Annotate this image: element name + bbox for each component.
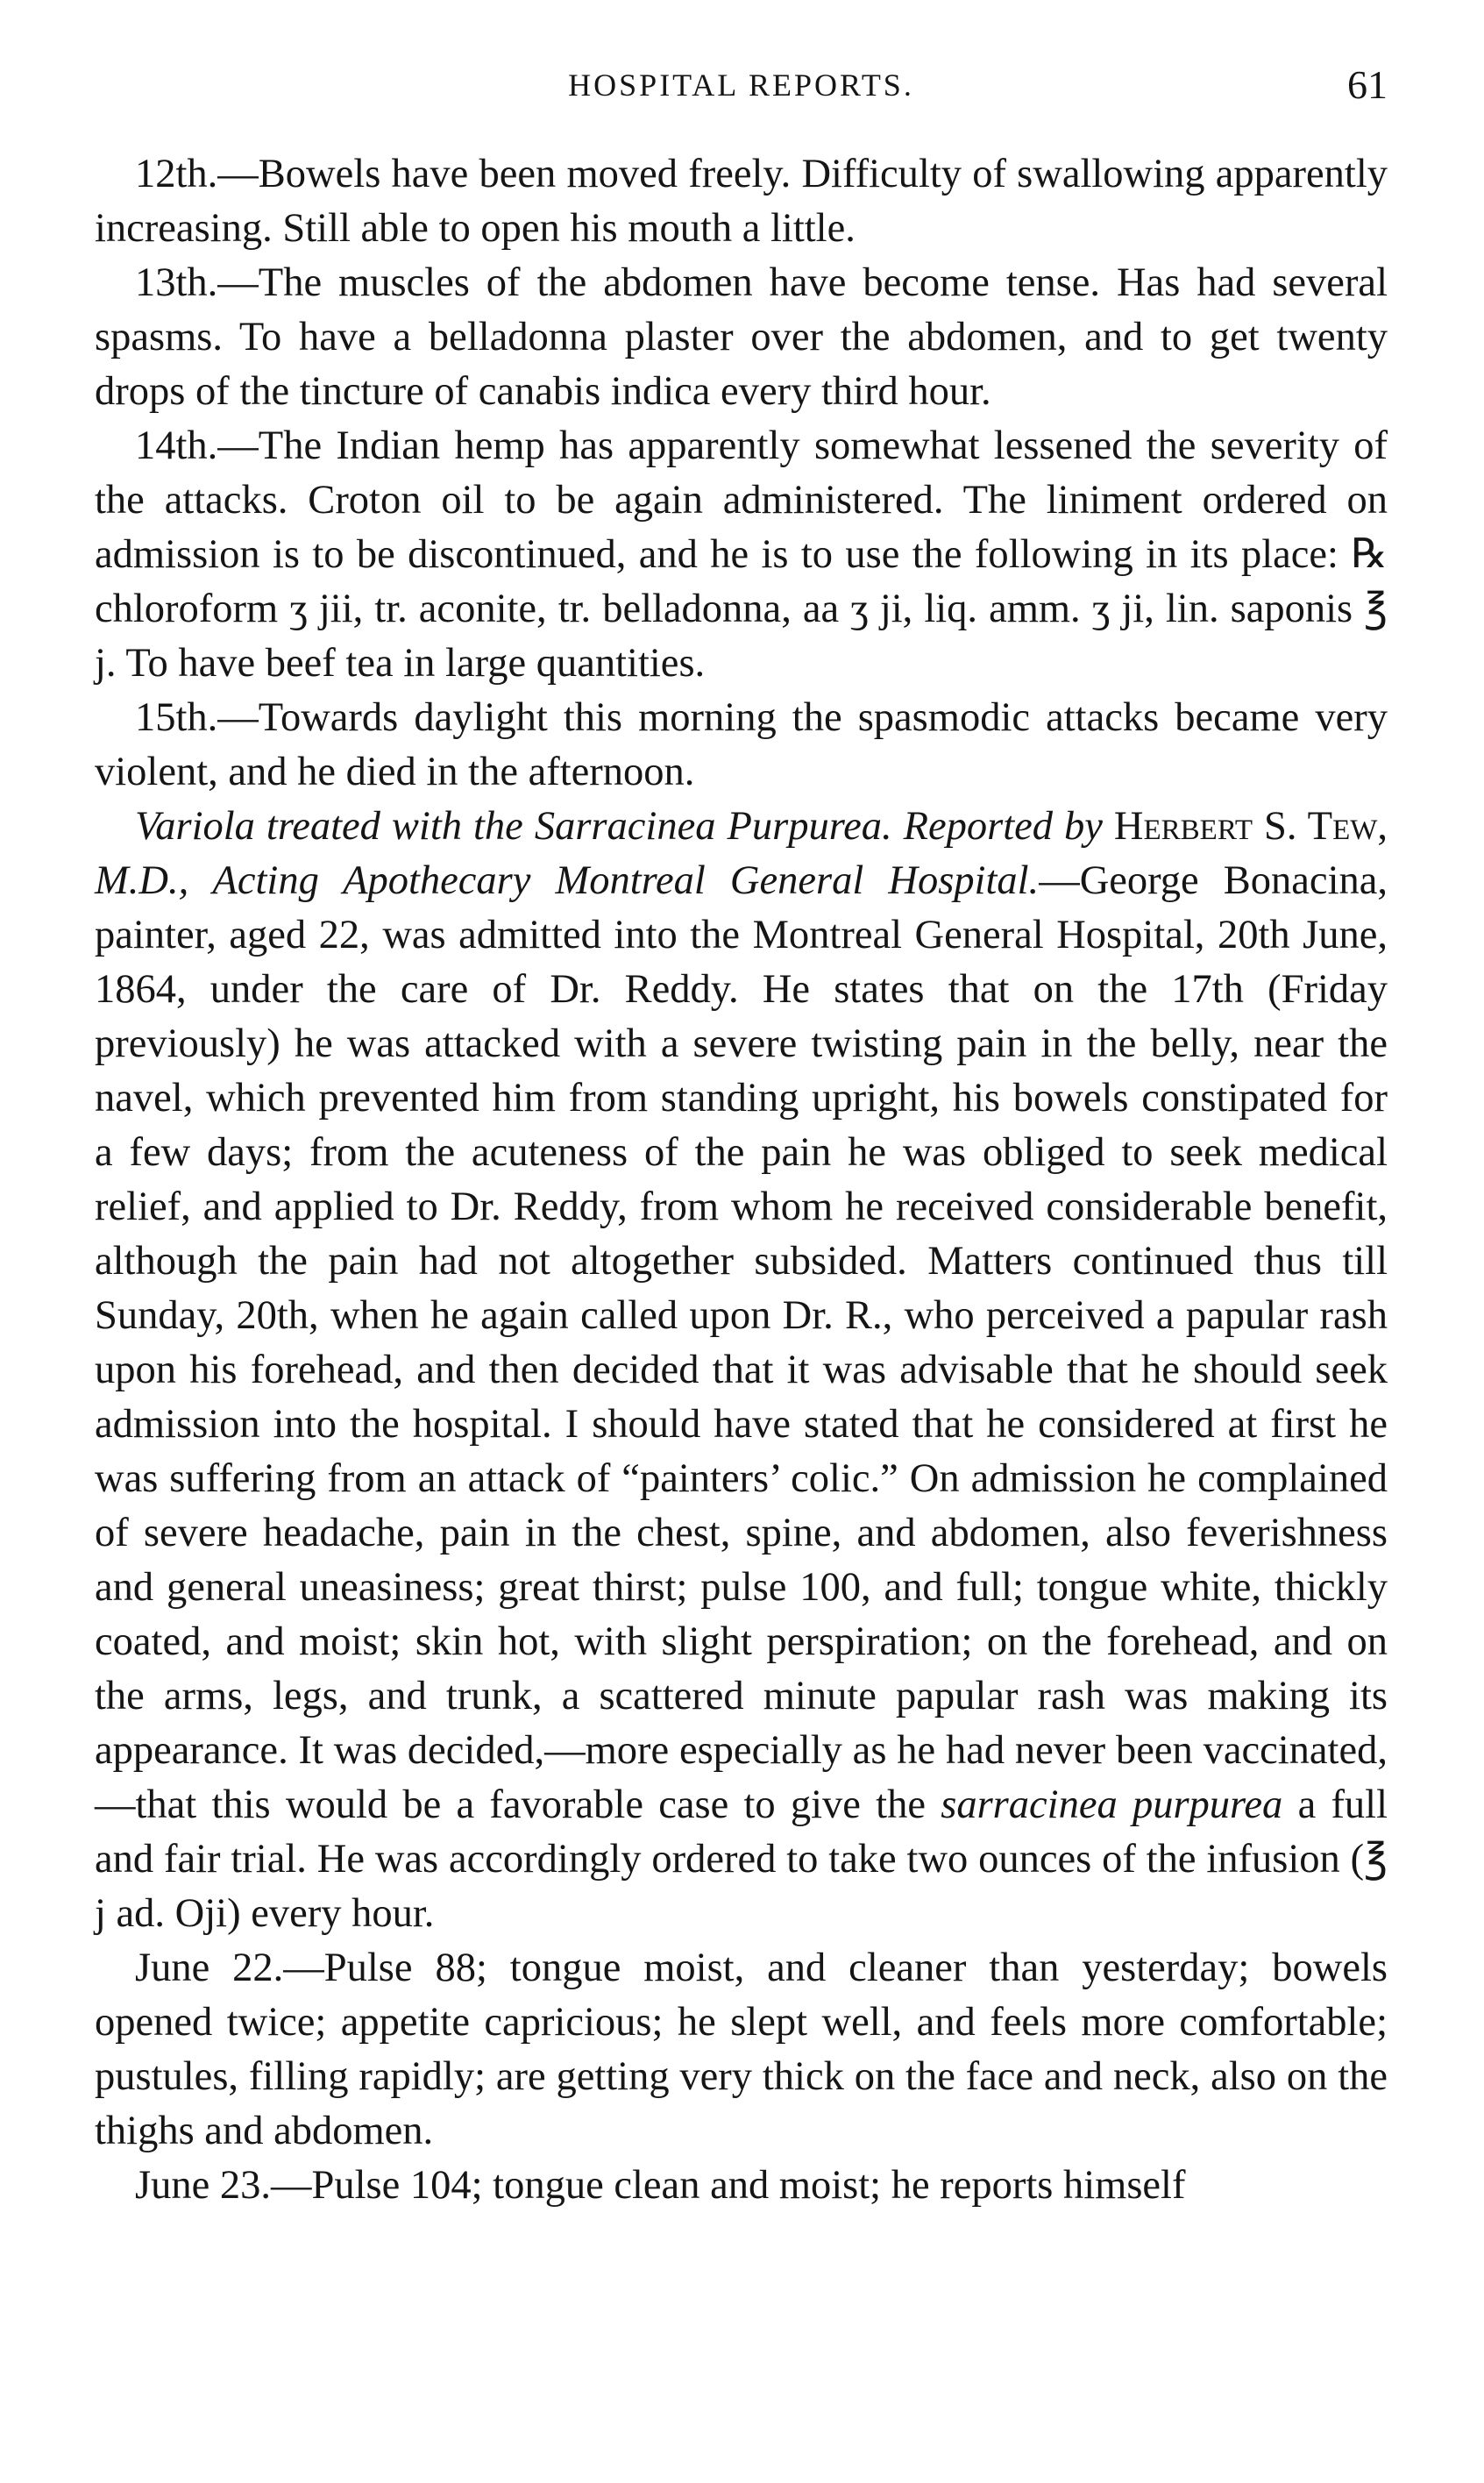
remedy-name: sarracinea purpurea: [941, 1782, 1283, 1827]
paragraph-14th: 14th.—The Indian hemp has apparently somewhat lessened the severity of the attacks. Croton oil to be again administered. The liniment ordered on admission is to be discontinued, and he is to use the following in its place: ℞ chloroform ʒ jii, tr. aconite, tr. belladonna, aa ʒ ji, liq. amm. ʒ ji, lin. saponis ℥ j. To have beef tea in large quantities.: [95, 423, 1388, 686]
report-body-end: a full and fair trial. He was accordingly ordered to take two ounces of the infusion (℥ j ad. Oji) every hour.: [95, 1782, 1388, 1936]
author-title: M.D., Acting Apothecary Montreal General Hospital.: [95, 858, 1040, 903]
paragraph-june-23: June 23.—Pulse 104; tongue clean and moist; he reports himself: [135, 2163, 1186, 2208]
report-author: Herbert S. Tew,: [1113, 804, 1388, 849]
body-text: [95, 147, 1388, 2213]
paragraph-variola-report: [95, 800, 1388, 1941]
paragraph-june-22: June 22.—Pulse 88; tongue moist, and cleaner than yesterday; bowels opened twice; appetite capricious; he slept well, and feels more comfortable; pustules, filling rapidly; are getting very thick on the face and neck, also on the thighs and abdomen.: [95, 1946, 1388, 2153]
paragraph-15th: 15th.—Towards daylight this morning the spasmodic attacks became very violent, and he died in the afternoon.: [95, 695, 1388, 794]
page-number: 61: [1347, 62, 1388, 107]
report-title: Variola treated with the Sarracinea Purpurea. Reported by: [135, 804, 1103, 849]
running-title: HOSPITAL REPORTS.: [568, 68, 914, 103]
paragraph-12th: 12th.—Bowels have been moved freely. Difficulty of swallowing apparently increasing. Still able to open his mouth a little.: [95, 152, 1388, 251]
running-header: [95, 61, 1388, 123]
report-body: —George Bonacina, painter, aged 22, was admitted into the Montreal General Hospital, 20th June, 1864, under the care of Dr. Reddy. He states that on the 17th (Friday previously) he was attacked with a severe twisting pain in the belly, near the navel, which prevented him from standing upright, his bowels constipated for a few days; from the acuteness of the pain he was obliged to seek medical relief, and applied to Dr. Reddy, from whom he received considerable benefit, although the pain had not altogether subsided. Matters continued thus till Sunday, 20th, when he again called upon Dr. R., who perceived a papular rash upon his forehead, and then decided that it was advisable that he should seek admission into the hospital. I should have stated that he considered at first he was suffering from an attack of “painters’ colic.” On admission he complained of severe headache, pain in the chest, spine, and abdomen, also feverishness and general uneasiness; great thirst; pulse 100, and full; tongue white, thickly coated, and moist; skin hot, with slight perspiration; on the forehead, and on the arms, legs, and trunk, a scattered minute papular rash was making its appearance. It was decided,—more especially as he had never been vaccinated,—that this would be a favorable case to give the: [95, 858, 1388, 1827]
paragraph-13th: 13th.—The muscles of the abdomen have become tense. Has had several spasms. To have a belladonna plaster over the abdomen, and to get twenty drops of the tincture of canabis indica every third hour.: [95, 260, 1388, 414]
